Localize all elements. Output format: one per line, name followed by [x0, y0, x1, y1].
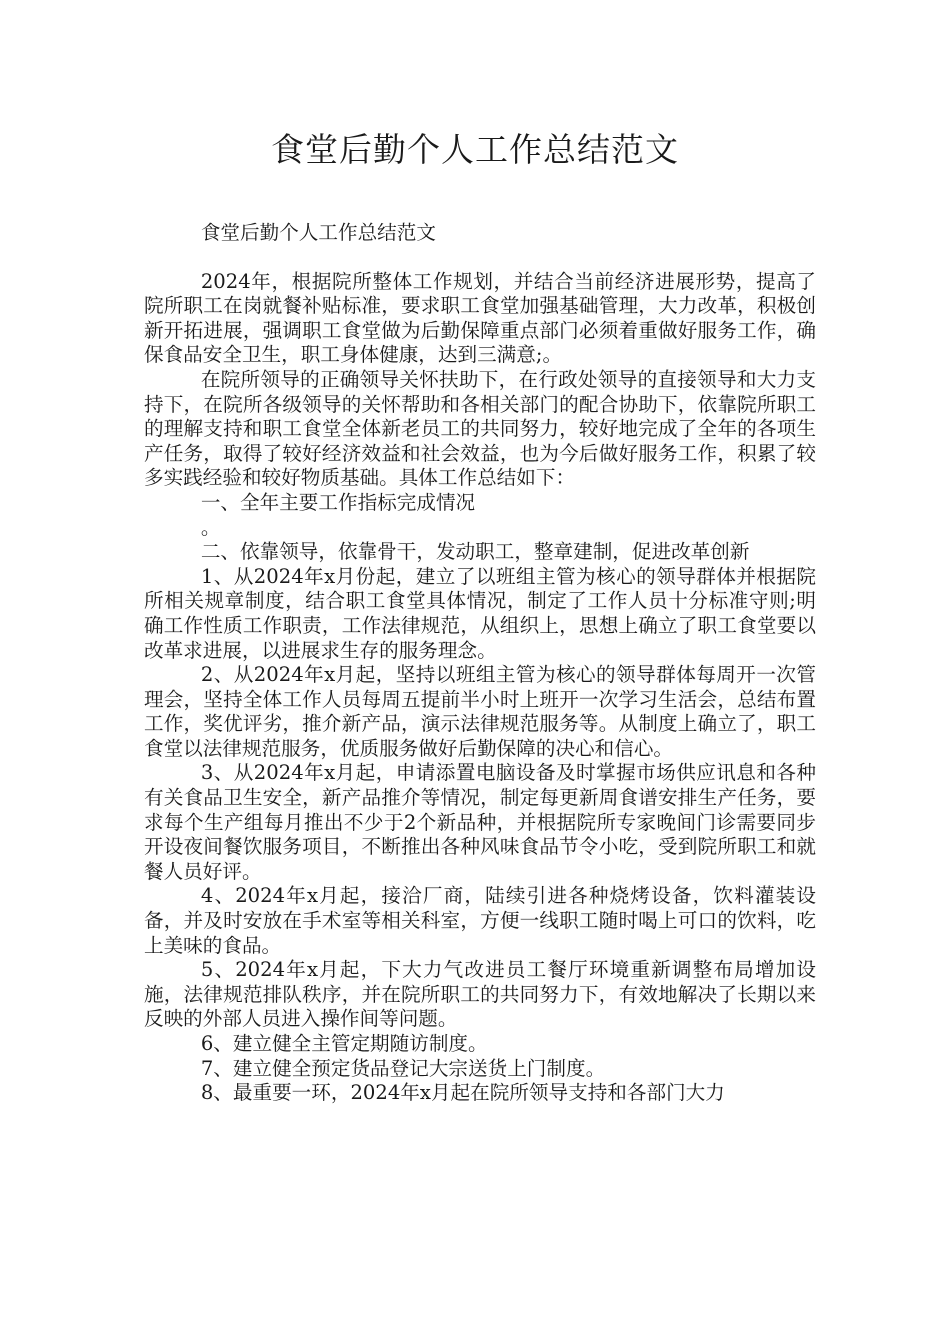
document-body: [144, 221, 816, 1106]
list-item-1: 1、从2024年x月份起，建立了以班组主管为核心的领导群体并根据院所相关规章制度，结合职工食堂具体情况，制定了工作人员十分标准守则;明确工作性质工作职责，工作法律规范，从组织上，思想上确立了职工食堂要以改革求进展，以进展求生存的服务理念。: [144, 564, 816, 662]
list-item-7: 7、建立健全预定货品登记大宗送货上门制度。: [200, 1056, 606, 1080]
list-item-5: 5、2024年x月起，下大力气改进员工餐厅环境重新调整布局增加设施，法律规范排队秩序，并在院所职工的共同努力下，有效地解决了长期以来反映的外部人员进入操作间等问题。: [144, 958, 816, 1031]
paragraph-leadership: 在院所领导的正确领导关怀扶助下，在行政处领导的直接领导和大力支持下，在院所各级领导的关怀帮助和各相关部门的配合协助下，依靠院所职工的理解支持和职工食堂全体新老员工的共同努力，较好地完成了全年的各项生产任务，取得了较好经济效益和社会效益，也为今后做好服务工作，积累了较多实践经验和较好物质基础。具体工作总结如下：: [144, 367, 816, 490]
paragraph-intro: 2024年，根据院所整体工作规划，并结合当前经济进展形势，提高了院所职工在岗就餐补贴标准，要求职工食堂加强基础管理，大力改革，积极创新开拓进展，强调职工食堂做为后勤保障重点部门必须着重做好服务工作，确保食品安全卫生，职工身体健康，达到三满意;。: [144, 269, 816, 367]
section-heading-2: 二、依靠领导，依靠骨干，发动职工，整章建制，促进改革创新: [200, 540, 750, 564]
paragraph-period: 。: [200, 515, 221, 539]
list-item-8: 8、最重要一环，2024年x月起在院所领导支持和各部门大力: [200, 1081, 725, 1105]
section-heading-1: 一、全年主要工作指标完成情况: [200, 490, 476, 514]
list-item-2: 2、从2024年x月起，坚持以班组主管为核心的领导群体每周开一次管理会，坚持全体工作人员每周五提前半小时上班开一次学习生活会，总结布置工作，奖优评劣，推介新产品，演示法律规范服务等。从制度上确立了，职工食堂以法律规范服务，优质服务做好后勤保障的决心和信心。: [144, 663, 816, 760]
list-item-3: 3、从2024年x月起，申请添置电脑设备及时掌握市场供应讯息和各种有关食品卫生安全，新产品推介等情况，制定每更新周食谱安排生产任务，要求每个生产组每月推出不少于2个新品种，并根据院所专家晚间门诊需要同步开设夜间餐饮服务项目，不断推出各种风味食品节令小吃，受到院所职工和就餐人员好评。: [144, 761, 816, 883]
document-title: 食堂后勤个人工作总结范文: [271, 130, 679, 169]
list-item-4: 4、2024年x月起，接洽厂商，陆续引进各种烧烤设备，饮料灌装设备，并及时安放在手术室等相关科室，方便一线职工随时喝上可口的饮料，吃上美味的食品。: [144, 884, 816, 957]
list-item-6: 6、建立健全主管定期随访制度。: [200, 1032, 488, 1055]
document-subtitle: 食堂后勤个人工作总结范文: [200, 221, 436, 244]
